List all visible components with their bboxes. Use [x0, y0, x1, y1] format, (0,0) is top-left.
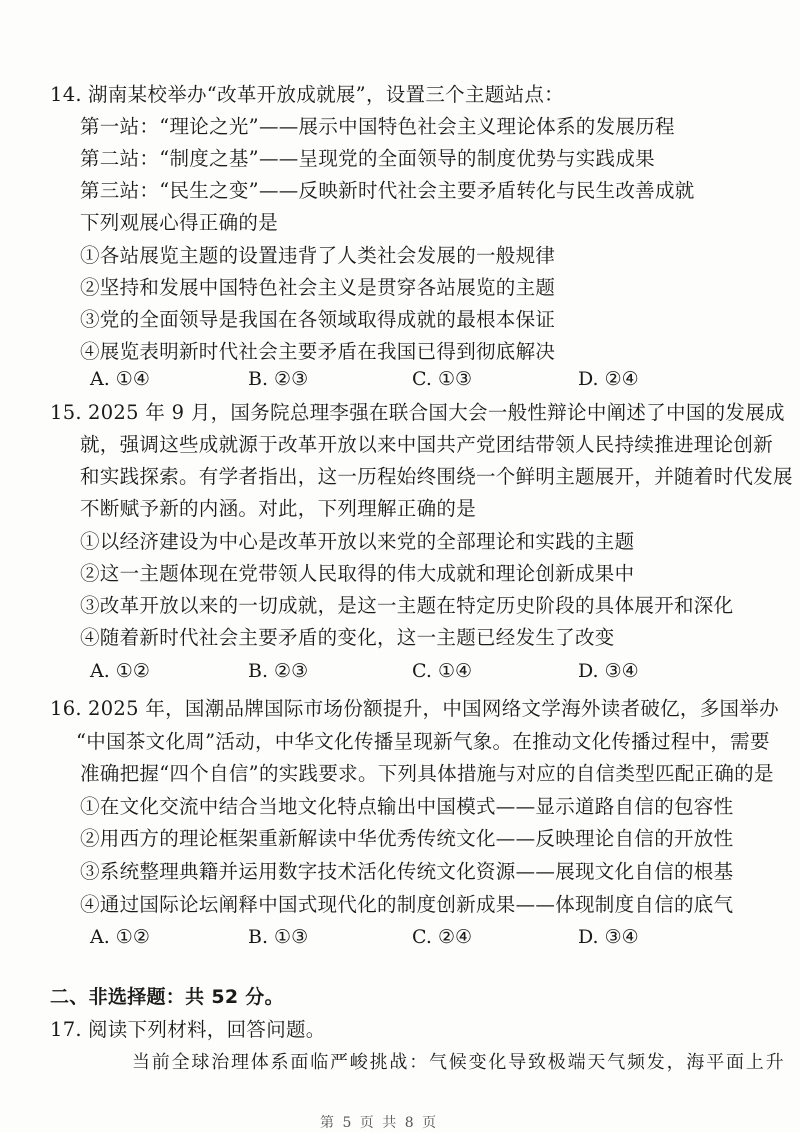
question-stem: 2025 年 9 月，国务院总理李强在联合国大会一般性辩论中阐述了中国的发展成	[88, 401, 785, 424]
option-a: A. ①②	[90, 926, 150, 948]
statement-2: ②坚持和发展中国特色社会主义是贯穿各站展览的主题	[80, 276, 556, 299]
option-c: C. ①③	[412, 368, 473, 390]
statement-4: ④通过国际论坛阐释中国式现代化的制度创新成果——体现制度自信的底气	[80, 893, 734, 916]
question-line: “中国茶文化周”活动，中华文化传播呈现新气象。在推动文化传播过程中，需要	[76, 730, 770, 753]
question-number: 16.	[50, 697, 82, 720]
option-c: C. ①④	[412, 660, 473, 682]
answer-options	[90, 368, 770, 394]
question-line: 准确把握“四个自信”的实践要求。下列具体措施与对应的自信类型匹配正确的是	[80, 762, 774, 785]
answer-options	[90, 660, 770, 686]
question-number: 17.	[50, 1018, 82, 1041]
option-b: B. ②③	[248, 368, 309, 390]
question-stem: 阅读下列材料，回答问题。	[88, 1018, 326, 1041]
option-d: D. ③④	[578, 660, 639, 682]
answer-options	[90, 926, 770, 952]
material-text: 当前全球治理体系面临严峻挑战：气候变化导致极端天气频发，海平面上升	[132, 1052, 786, 1073]
option-c: C. ②④	[412, 926, 473, 948]
statement-1: ①各站展览主题的设置违背了人类社会发展的一般规律	[80, 244, 556, 267]
option-b: B. ②③	[248, 660, 309, 682]
statement-1: ①在文化交流中结合当地文化特点输出中国模式——显示道路自信的包容性	[80, 795, 734, 818]
statement-3: ③系统整理典籍并运用数字技术活化传统文化资源——展现文化自信的根基	[80, 860, 734, 883]
option-b: B. ①③	[248, 926, 309, 948]
statement-1: ①以经济建设为中心是改革开放以来党的全部理论和实践的主题	[80, 530, 635, 553]
question-stem: 2025 年，国潮品牌国际市场份额提升，中国网络文学海外读者破亿，多国举办	[88, 697, 779, 720]
statement-3: ③改革开放以来的一切成就，是这一主题在特定历史阶段的具体展开和深化	[80, 594, 734, 617]
statement-2: ②用西方的理论框架重新解读中华优秀传统文化——反映理论自信的开放性	[80, 827, 734, 850]
question-number: 14.	[50, 83, 82, 106]
question-stem: 湖南某校举办“改革开放成就展”，设置三个主题站点：	[88, 83, 564, 106]
statement-4: ④展览表明新时代社会主要矛盾在我国已得到彻底解决	[80, 340, 556, 363]
question-line: 不断赋予新的内涵。对此，下列理解正确的是	[80, 497, 477, 520]
option-a: A. ①②	[90, 660, 150, 682]
option-d: D. ②④	[578, 368, 639, 390]
question-line: 和实践探索。有学者指出，这一历程始终围绕一个鲜明主题展开，并随着时代发展	[80, 465, 793, 488]
statement-2: ②这一主题体现在党带领人民取得的伟大成就和理论创新成果中	[80, 562, 635, 585]
option-a: A. ①④	[90, 368, 150, 390]
statement-3: ③党的全面领导是我国在各领域取得成就的最根本保证	[80, 308, 556, 331]
question-line: 第一站：“理论之光”——展示中国特色社会主义理论体系的发展历程	[80, 115, 675, 138]
question-number: 15.	[50, 401, 82, 424]
question-line: 第二站：“制度之基”——呈现党的全面领导的制度优势与实践成果	[80, 147, 655, 170]
question-line: 下列观展心得正确的是	[80, 211, 279, 234]
option-d: D. ③④	[578, 926, 639, 948]
page-footer: 第 5 页 共 8 页	[320, 1115, 439, 1131]
question-line: 就，强调这些成就源于改革开放以来中国共产党团结带领人民持续推进理论创新	[80, 433, 774, 456]
statement-4: ④随着新时代社会主要矛盾的变化，这一主题已经发生了改变	[80, 626, 615, 649]
section-title: 二、非选择题：共 52 分。	[50, 986, 284, 1008]
question-line: 第三站：“民生之变”——反映新时代社会主要矛盾转化与民生改善成就	[80, 179, 695, 202]
